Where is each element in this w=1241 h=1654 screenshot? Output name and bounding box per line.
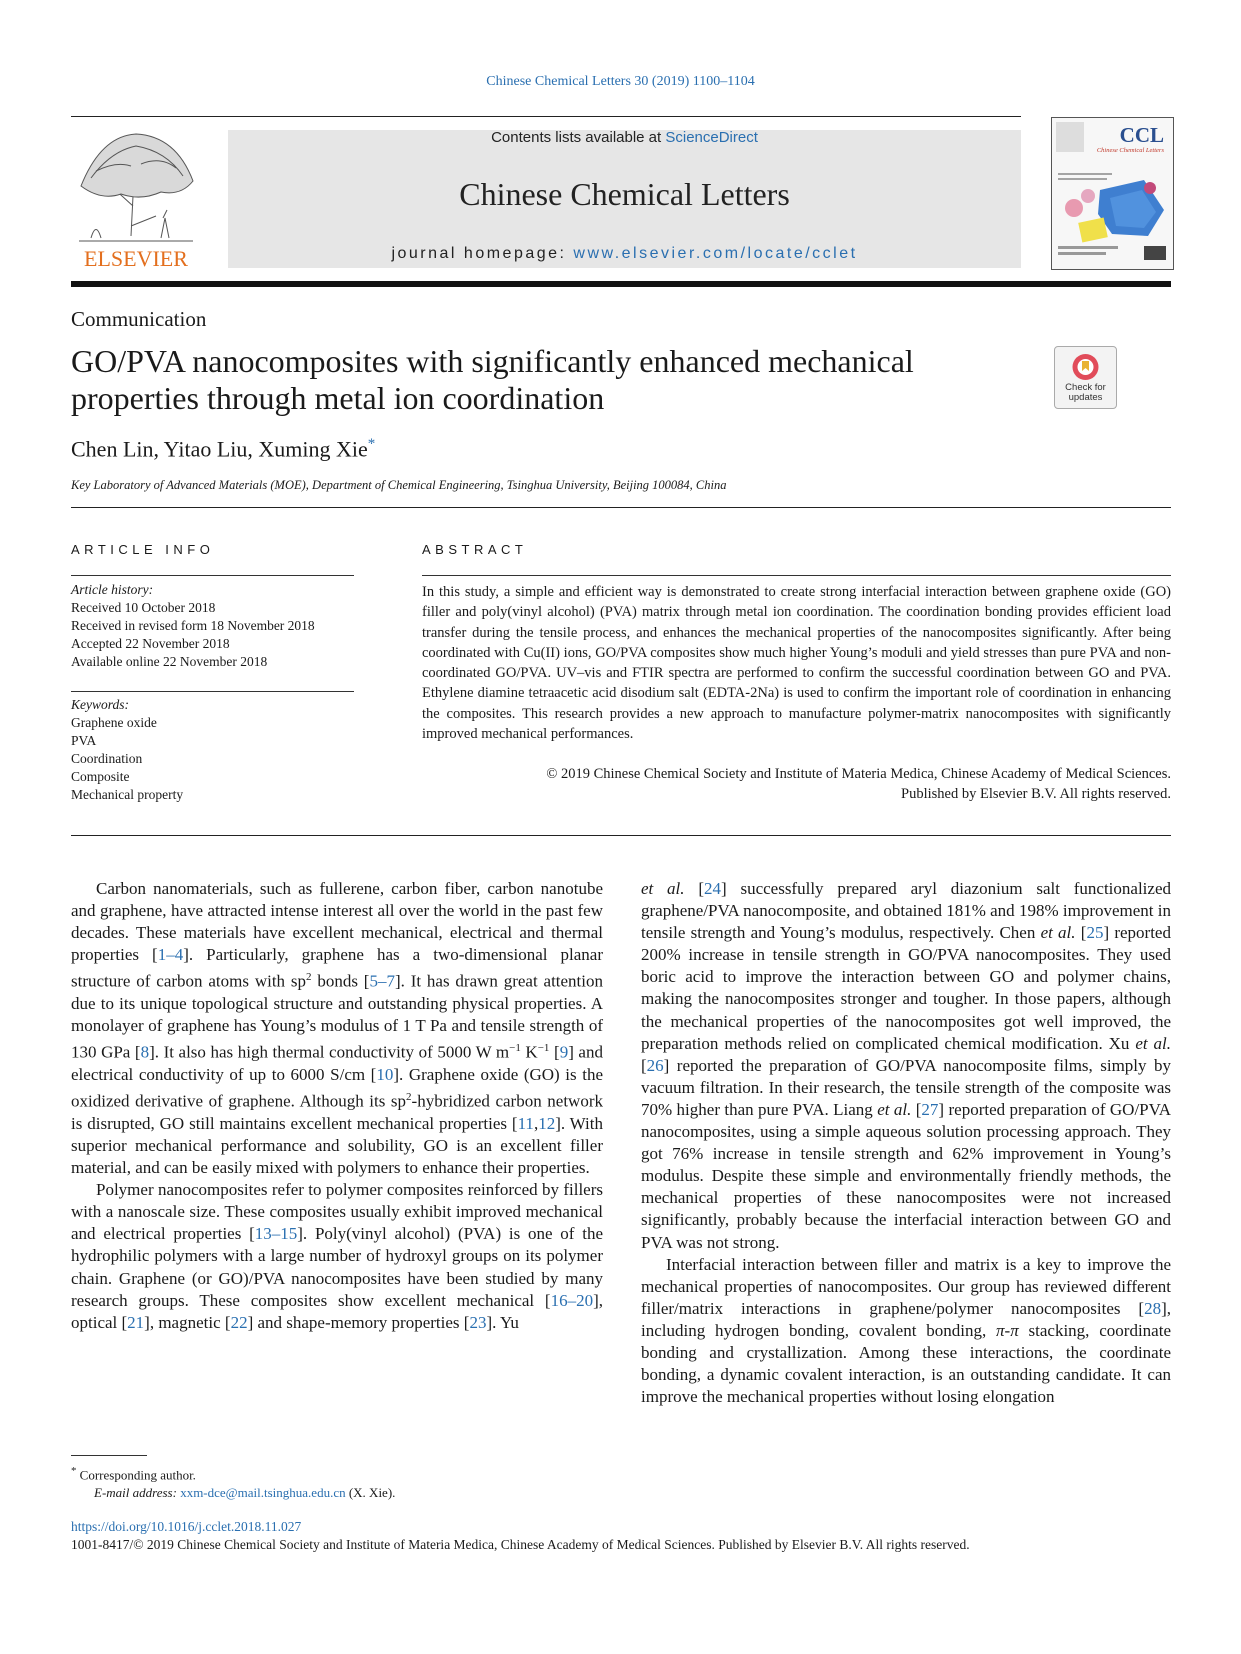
citation-link[interactable]: 27 xyxy=(921,1099,939,1119)
citation-link[interactable]: 9 xyxy=(559,1042,569,1062)
info-rule-middle xyxy=(71,691,354,692)
citation-link[interactable]: 13–15 xyxy=(254,1224,298,1244)
keyword-item: Graphene oxide xyxy=(71,715,157,730)
citation-link[interactable]: 10 xyxy=(376,1065,394,1085)
keywords xyxy=(71,696,183,804)
keyword-item: Mechanical property xyxy=(71,787,184,802)
citation-link[interactable]: 22 xyxy=(230,1312,248,1332)
keywords-label: Keywords: xyxy=(71,697,129,712)
journal-cover-thumbnail[interactable] xyxy=(1051,117,1174,270)
contents-prefix: Contents lists available at xyxy=(491,129,666,146)
homepage-link[interactable]: www.elsevier.com/locate/cclet xyxy=(573,245,858,262)
citation-link[interactable]: 5–7 xyxy=(369,972,395,992)
footnote-line-2 xyxy=(71,1484,395,1502)
citation-link[interactable]: 25 xyxy=(1086,923,1104,943)
citation-link[interactable]: 16–20 xyxy=(550,1290,594,1310)
article-info-heading: ARTICLE INFO xyxy=(71,542,215,557)
history-item: Available online 22 November 2018 xyxy=(71,654,268,669)
journal-reference-link[interactable]: Chinese Chemical Letters 30 (2019) 1100–1104 xyxy=(486,74,755,89)
corresponding-author-mark[interactable]: * xyxy=(367,436,376,452)
abstract-copyright xyxy=(422,764,1171,805)
citation-link[interactable]: 11 xyxy=(517,1113,534,1133)
footnote-line-1 xyxy=(71,1462,395,1484)
citation-link[interactable]: 23 xyxy=(469,1312,487,1332)
footnote-mark: * xyxy=(71,1465,77,1477)
body-paragraph: et al. [24] successfully prepared aryl diazonium salt functionalized graphene/PVA nanocomposite, and obtained 181% and 198% improvement in tensile strength and Young’s modulus, respectively. Chen et al. [25] reported 200% increase in tensile strength in GO/PVA nanocomposites. They used boric acid to improve the interaction between GO and polymer chains, making the nanocomposites stronger and tougher. In those papers, although the mechanical properties of the nanocomposites got well improved, the preparation methods relied on complicated chemical modification. Xu et al. [26] reported the preparation of GO/PVA nanocomposite films, simply by vacuum filtration. In their research, the tensile strength of the composite was 70% higher than pure PVA. Liang et al. [27] reported preparation of GO/PVA nanocomposites, using a simple aqueous solution processing approach. They got 76% increase in tensile strength and 62% improvement in Young’s modulus. Despite these simple and environmentally friendly methods, the mechanical properties of these nanocomposites were not increased significantly, probably because the interfacial interaction between GO and PVA was not strong. xyxy=(641,879,1171,1252)
keyword-item: Composite xyxy=(71,769,130,784)
doi-link[interactable]: https://doi.org/10.1016/j.cclet.2018.11.027 xyxy=(71,1519,302,1534)
email-suffix: (X. Xie). xyxy=(345,1485,396,1501)
affiliation: Key Laboratory of Advanced Materials (MOE), Department of Chemical Engineering, Tsinghua University, Beijing 100084, China xyxy=(71,478,727,492)
journal-cover-image xyxy=(1052,118,1173,269)
footnote-label: Corresponding author. xyxy=(79,1467,196,1483)
elsevier-wordmark: ELSEVIER xyxy=(84,246,188,271)
citation-link[interactable]: 8 xyxy=(140,1042,150,1062)
copyright-line-1: © 2019 Chinese Chemical Society and Institute of Materia Medica, Chinese Academy of Medical Sciences. xyxy=(546,766,1171,782)
history-label: Article history: xyxy=(71,582,154,597)
article-history xyxy=(71,581,315,671)
header-thick-rule xyxy=(71,281,1171,287)
email-link[interactable]: xxm-dce@mail.tsinghua.edu.cn xyxy=(180,1485,346,1501)
elsevier-logo xyxy=(71,126,201,271)
crossmark-label: Check for updates xyxy=(1065,382,1106,403)
corresponding-footnote xyxy=(71,1462,395,1502)
body-paragraph: Interfacial interaction between filler and matrix is a key to improve the mechanical properties of nanocomposites. Our group has reviewed different filler/matrix interactions in graphene/polymer nanocomposites [28], including hydrogen bonding, covalent bonding, π-π stacking, coordinate bonding and crystallization. Among these interactions, the coordinate bonding, a dynamic covalent interaction, is an outstanding candidate. It can improve the mechanical properties without losing elongation xyxy=(641,1254,1171,1407)
body-column-right xyxy=(641,878,1171,1408)
top-rule xyxy=(71,116,1021,117)
abstract-heading: ABSTRACT xyxy=(422,542,528,557)
keyword-item: Coordination xyxy=(71,751,143,766)
citation-link[interactable]: 21 xyxy=(127,1312,145,1332)
title-rule xyxy=(71,507,1171,508)
history-item: Received 10 October 2018 xyxy=(71,600,216,615)
check-for-updates-button[interactable] xyxy=(1054,346,1117,409)
citation-link[interactable]: 1–4 xyxy=(157,945,184,965)
info-rule-top xyxy=(71,575,354,576)
body-paragraph: Polymer nanocomposites refer to polymer composites reinforced by fillers with a nanoscale size. These composites usually exhibit improved mechanical and electrical properties [13–15]. Poly(vinyl alcohol) (PVA) is one of the hydrophilic polymers with a large number of hydroxyl groups on its polymer chain. Graphene (or GO)/PVA nanocomposites have been studied by many research groups. These composites show excellent mechanical [16–20], optical [21], magnetic [22] and shape-memory properties [23]. Yu xyxy=(71,1180,603,1332)
article-title: GO/PVA nanocomposites with significantly enhanced mechanical properties through metal ion coordination xyxy=(71,343,914,416)
sciencedirect-link[interactable]: ScienceDirect xyxy=(665,129,758,146)
journal-homepage xyxy=(228,245,1021,263)
citation-link[interactable]: 26 xyxy=(646,1055,664,1075)
contents-line xyxy=(228,129,1021,146)
email-label: E-mail address: xyxy=(94,1485,181,1501)
issn-copyright: 1001-8417/© 2019 Chinese Chemical Society and Institute of Materia Medica, Chinese Academy of Medical Sciences. Published by Elsevier B.V. All rights reserved. xyxy=(71,1537,970,1552)
history-item: Accepted 22 November 2018 xyxy=(71,636,230,651)
abstract-rule xyxy=(422,575,1171,576)
cover-abbrev: CCL xyxy=(1119,123,1164,147)
copyright-line-2: Published by Elsevier B.V. All rights reserved. xyxy=(901,786,1171,803)
citation-link[interactable]: 28 xyxy=(1144,1298,1162,1318)
authors-text: Chen Lin, Yitao Liu, Xuming Xie xyxy=(71,436,368,462)
abstract-text: In this study, a simple and efficient way is demonstrated to create strong interfacial interaction between graphene oxide (GO) filler and poly(vinyl alcohol) (PVA) matrix through metal ion coordination. The coordination bonding provides efficient load transfer during the tensile process, and enhances the mechanical properties of the nanocomposites significantly. After being coordinated with Cu(II) ions, GO/PVA composites show much higher Young’s moduli and yield stresses than pure PVA and non-coordinated GO/PVA. UV–vis and FTIR spectra are performed to confirm the successful coordination between GO and PVA. Ethylene diamine tetraacetic acid disodium salt (EDTA-2Na) is used to confirm the important role of coordination in enhancing the composites. This research provides a new approach to manufacture polymer-matrix nanocomposites with significantly improved mechanical performances. xyxy=(422,584,1171,743)
article-type: Communication xyxy=(71,307,207,331)
elsevier-tree-icon xyxy=(71,126,201,271)
author-list xyxy=(71,436,375,462)
body-paragraph: Carbon nanomaterials, such as fullerene, carbon fiber, carbon nanotube and graphene, have attracted intense interest all over the world in the past few decades. These materials have excellent mechanical, electrical and thermal properties [1–4]. Particularly, graphene has a two-dimensional planar structure of carbon atoms with $sp^2$ bonds [5–7]. It has drawn great attention due to its unique topological structure and outstanding physical properties. A monolayer of graphene has Young’s modulus of 1 T Pa and tensile strength of 130 GPa [8]. It also has high thermal conductivity of 5000 W $m^{-1}$ $K^{-1}$ [9] and electrical conductivity of up to 6000 S/cm [10]. Graphene oxide (GO) is the oxidized derivative of graphene. Although its $sp^2$-hybridized carbon network is disrupted, GO still maintains excellent mechanical properties [11,12]. With superior mechanical performance and solubility, GO is an excellent filler material, and can be easily mixed with polymers to enhance their properties. xyxy=(71,879,604,1178)
body-column-left xyxy=(71,878,603,1334)
abstract-bottom-rule xyxy=(71,835,1171,836)
citation-link[interactable]: 12 xyxy=(538,1113,556,1133)
cover-subtitle: Chinese Chemical Letters xyxy=(1096,147,1164,154)
history-item: Received in revised form 18 November 2018 xyxy=(71,618,315,633)
keyword-item: PVA xyxy=(71,733,97,748)
homepage-prefix: journal homepage: xyxy=(391,245,574,262)
journal-title: Chinese Chemical Letters xyxy=(459,176,790,212)
citation-link[interactable]: 24 xyxy=(704,879,721,898)
footnote-rule xyxy=(71,1455,147,1456)
